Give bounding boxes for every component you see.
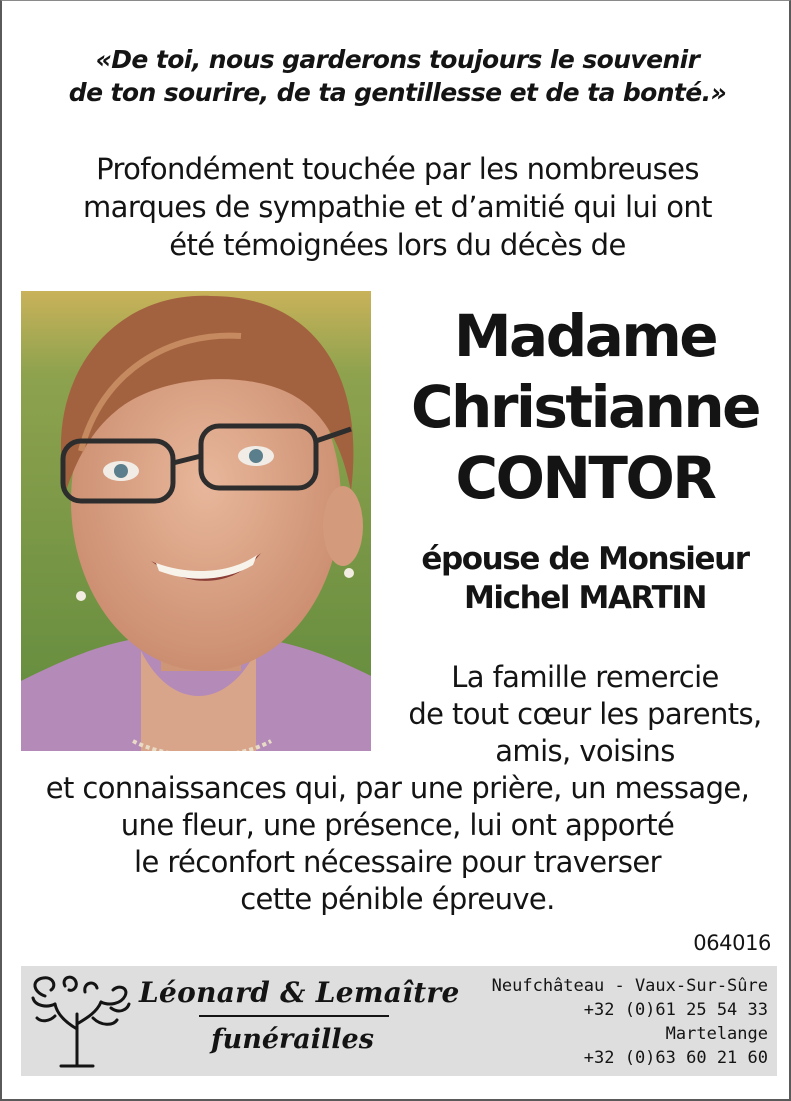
thanks-line: cette pénible épreuve. — [240, 882, 555, 916]
contact-phone: +32 (0)63 60 21 60 — [583, 1048, 768, 1068]
funeral-home-tagline: funérailles — [211, 1024, 374, 1055]
thanks-line: La famille remercie — [451, 660, 719, 694]
contact-info — [492, 974, 768, 1070]
thanks-line: et connaissances qui, par une prière, un message, — [45, 771, 750, 805]
memorial-quote — [2, 43, 791, 109]
contact-locations: Neufchâteau - Vaux-Sur-Sûre — [491, 976, 768, 996]
tree-icon — [25, 974, 133, 1068]
quote-line: «De toi, nous garderons toujours le souvenir — [95, 45, 700, 74]
spouse-info — [387, 540, 783, 618]
name-first: Christianne — [410, 373, 760, 441]
intro-text — [2, 150, 791, 264]
thanks-line: le réconfort nécessaire pour traverser — [134, 845, 661, 879]
funeral-home-banner — [21, 966, 777, 1076]
name-title: Madame — [453, 302, 717, 370]
intro-line: Profondément touchée par les nombreuses — [96, 152, 699, 186]
spouse-line: épouse de Monsieur — [421, 541, 749, 577]
funeral-home-name: Léonard & Lemaître — [139, 976, 460, 1009]
thanks-line: amis, voisins — [495, 734, 675, 768]
thanks-line: une fleur, une présence, lui ont apporté — [120, 808, 675, 842]
reference-number: 064016 — [693, 931, 771, 955]
brand-divider — [199, 1015, 389, 1017]
intro-line: marques de sympathie et d’amitié qui lui ont — [83, 190, 712, 224]
name-last: CONTOR — [455, 444, 715, 512]
portrait-photo — [21, 291, 371, 751]
intro-line: été témoignées lors du décès de — [169, 228, 626, 262]
deceased-name — [387, 301, 783, 514]
contact-phone: +32 (0)61 25 54 33 — [583, 1000, 768, 1020]
spouse-line: Michel MARTIN — [463, 580, 707, 616]
contact-location: Martelange — [665, 1024, 768, 1044]
quote-line: de ton sourire, de ta gentillesse et de ta bonté.» — [68, 78, 727, 107]
thanks-line: de tout cœur les parents, — [408, 697, 762, 731]
